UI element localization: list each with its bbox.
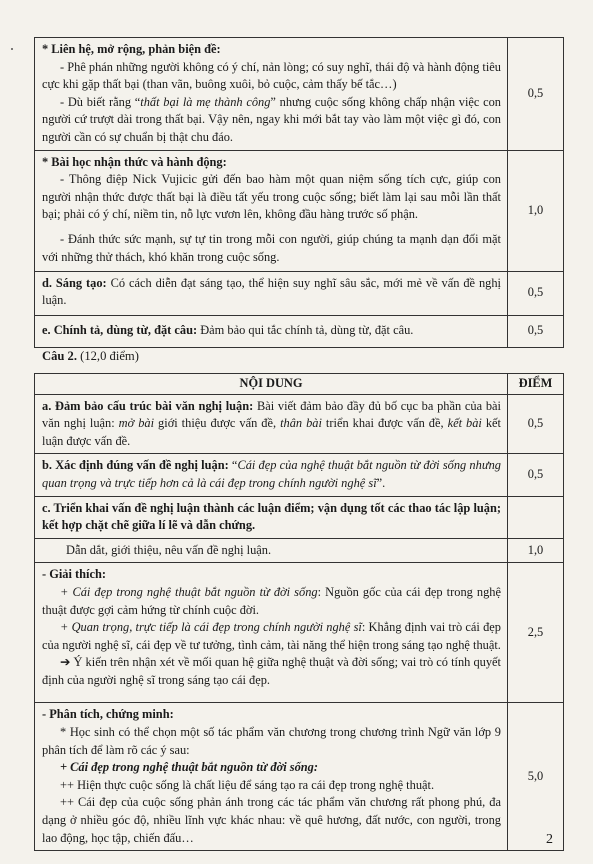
row-label: e. Chính tả, dùng từ, đặt câu:: [42, 323, 198, 338]
content-cell: [35, 315, 508, 347]
scoring-table-continued: [34, 37, 564, 348]
score-cell: 0,5: [508, 454, 564, 496]
question-2-heading: Câu 2. (12,0 điểm): [42, 349, 139, 363]
row-text: * Học sinh có thể chọn một số tác phẩm văn chương trong chương trình Ngữ văn lớp 9 phân tích để làm rõ các ý sau:: [42, 724, 501, 757]
row-text: Dẫn dắt, giới thiệu, nêu vấn đề nghị luận.: [66, 542, 272, 557]
column-header-score: ĐIỂM: [508, 374, 564, 395]
table-row: [35, 150, 564, 271]
scan-speck: [11, 48, 13, 50]
row-text: - Thông điệp Nick Vujicic gửi đến bao hàm một quan niệm sống tích cực, giúp con người nhận thức được thất bại là điều tất yếu trong cuộc sống; biết làm lại sau mỗi lần thất bại; phải có ý chí, niềm tin, nỗ lực vươn lên, không đầu hàng trước số phận.: [42, 172, 501, 222]
row-heading: * Bài học nhận thức và hành động:: [42, 154, 227, 169]
scoring-table-question-2: [34, 373, 564, 851]
score-cell-empty: [508, 496, 564, 538]
table-row: [35, 538, 564, 563]
content-cell: b. Xác định đúng vấn đề nghị luận: “Cái đẹp của nghệ thuật bắt nguồn từ đời sống nhưng quan trọng và trực tiếp hơn cả là cái đẹp trong chính người nghệ sĩ”.: [35, 454, 508, 496]
score-cell: 0,5: [508, 38, 564, 151]
row-text: - Dù biết rằng “thất bại là mẹ thành công” nhưng cuộc sống không chấp nhận việc con người cứ trượt dài trong thất bại. Vậy nên, ngay khi mới bắt tay vào làm một việc gì đó, con người cần có sự chuẩn bị thật chu đáo.: [42, 94, 501, 144]
row-subheading: + Cái đẹp trong nghệ thuật bắt nguồn từ đời sống:: [60, 760, 318, 775]
table-row: [35, 394, 564, 454]
content-cell: [35, 703, 508, 851]
content-cell: [35, 150, 508, 271]
row-heading: c. Triển khai vấn đề nghị luận thành các luận điểm; vận dụng tốt các thao tác lập luận; kết hợp chặt chẽ giữa lí lẽ và dẫn chứng.: [42, 500, 501, 533]
content-cell: a. Đảm bảo cấu trúc bài văn nghị luận: Bài viết đảm bảo đầy đủ bố cục ba phần của bài văn nghị luận: mở bài giới thiệu được vấn đề, thân bài triển khai được vấn đề, kết bài kết luận được vấn đề.: [35, 394, 508, 454]
row-heading: - Giải thích:: [42, 567, 107, 582]
column-header-content: NỘI DUNG: [35, 374, 508, 395]
table-row: [35, 563, 564, 703]
score-cell: 2,5: [508, 563, 564, 703]
score-cell: 0,5: [508, 271, 564, 315]
row-text: ++ Hiện thực cuộc sống là chất liệu để sáng tạo ra cái đẹp trong nghệ thuật.: [60, 777, 435, 792]
row-text: ++ Cái đẹp của cuộc sống phản ánh trong các tác phẩm văn chương rất phong phú, đa dạng ở nhiều góc độ, nhiều lĩnh vực khác nhau: về quê hương, đất nước, con người, trong lao động, học tập, chiến đấu…: [42, 795, 501, 845]
table-row: [35, 496, 564, 538]
row-label: d. Sáng tạo:: [42, 275, 107, 290]
score-cell: 1,0: [508, 538, 564, 563]
table-row: [35, 703, 564, 851]
content-cell: [35, 38, 508, 151]
table-row: [35, 454, 564, 496]
table-header-row: [35, 374, 564, 395]
row-text: Có cách diễn đạt sáng tạo, thể hiện suy nghĩ sâu sắc, mới mẻ về vấn đề nghị luận.: [42, 275, 502, 308]
row-text: - Phê phán những người không có ý chí, nản lòng; có suy nghĩ, thái độ và hành động tiêu cực khi gặp thất bại (than vãn, buông xuôi, bỏ cuộc, cảm thấy bế tắc…): [42, 59, 501, 92]
row-heading: - Phân tích, chứng minh:: [42, 707, 174, 722]
row-text: ➔ Ý kiến trên nhận xét về mối quan hệ giữa nghệ thuật và đời sống; vai trò có tính quyết định của người nghệ sĩ trong sáng tạo cái đẹp.: [42, 655, 501, 687]
content-cell: - Giải thích: + Cái đẹp trong nghệ thuật bắt nguồn từ đời sống: Nguồn gốc của cái đẹp trong nghệ thuật được gợi cảm hứng từ chính cuộc đời. + Quan trọng, trực tiếp là cái đẹp trong chính người nghệ sĩ: Khẳng định vai trò cái đẹp của người nghệ sĩ, cái đẹp về tư tưởng, tình cảm, tài năng thể hiện trong sáng tạo nghệ thuật. ➔ Ý kiến trên nhận xét về mối quan hệ giữa nghệ thuật và đời sống; vai trò có tính quyết định của người nghệ sĩ trong sáng tạo cái đẹp.: [35, 563, 508, 703]
score-cell: 5,0: [508, 703, 564, 851]
row-text: - Đánh thức sức mạnh, sự tự tin trong mỗi con người, giúp chúng ta mạnh dạn đối mặt với những thử thách, khó khăn trong cuộc sống.: [42, 231, 501, 264]
score-cell: 0,5: [508, 394, 564, 454]
table-row: [35, 315, 564, 347]
content-cell: [35, 496, 508, 538]
table-row: [35, 271, 564, 315]
row-heading: * Liên hệ, mở rộng, phản biện đề:: [42, 42, 221, 56]
row-text: Đảm bảo qui tắc chính tả, dùng từ, đặt câu.: [197, 323, 414, 338]
score-cell: 0,5: [508, 315, 564, 347]
score-cell: 1,0: [508, 150, 564, 271]
table-row: [35, 38, 564, 151]
page-number: 2: [546, 832, 553, 847]
content-cell: [35, 538, 508, 563]
content-cell: [35, 271, 508, 315]
